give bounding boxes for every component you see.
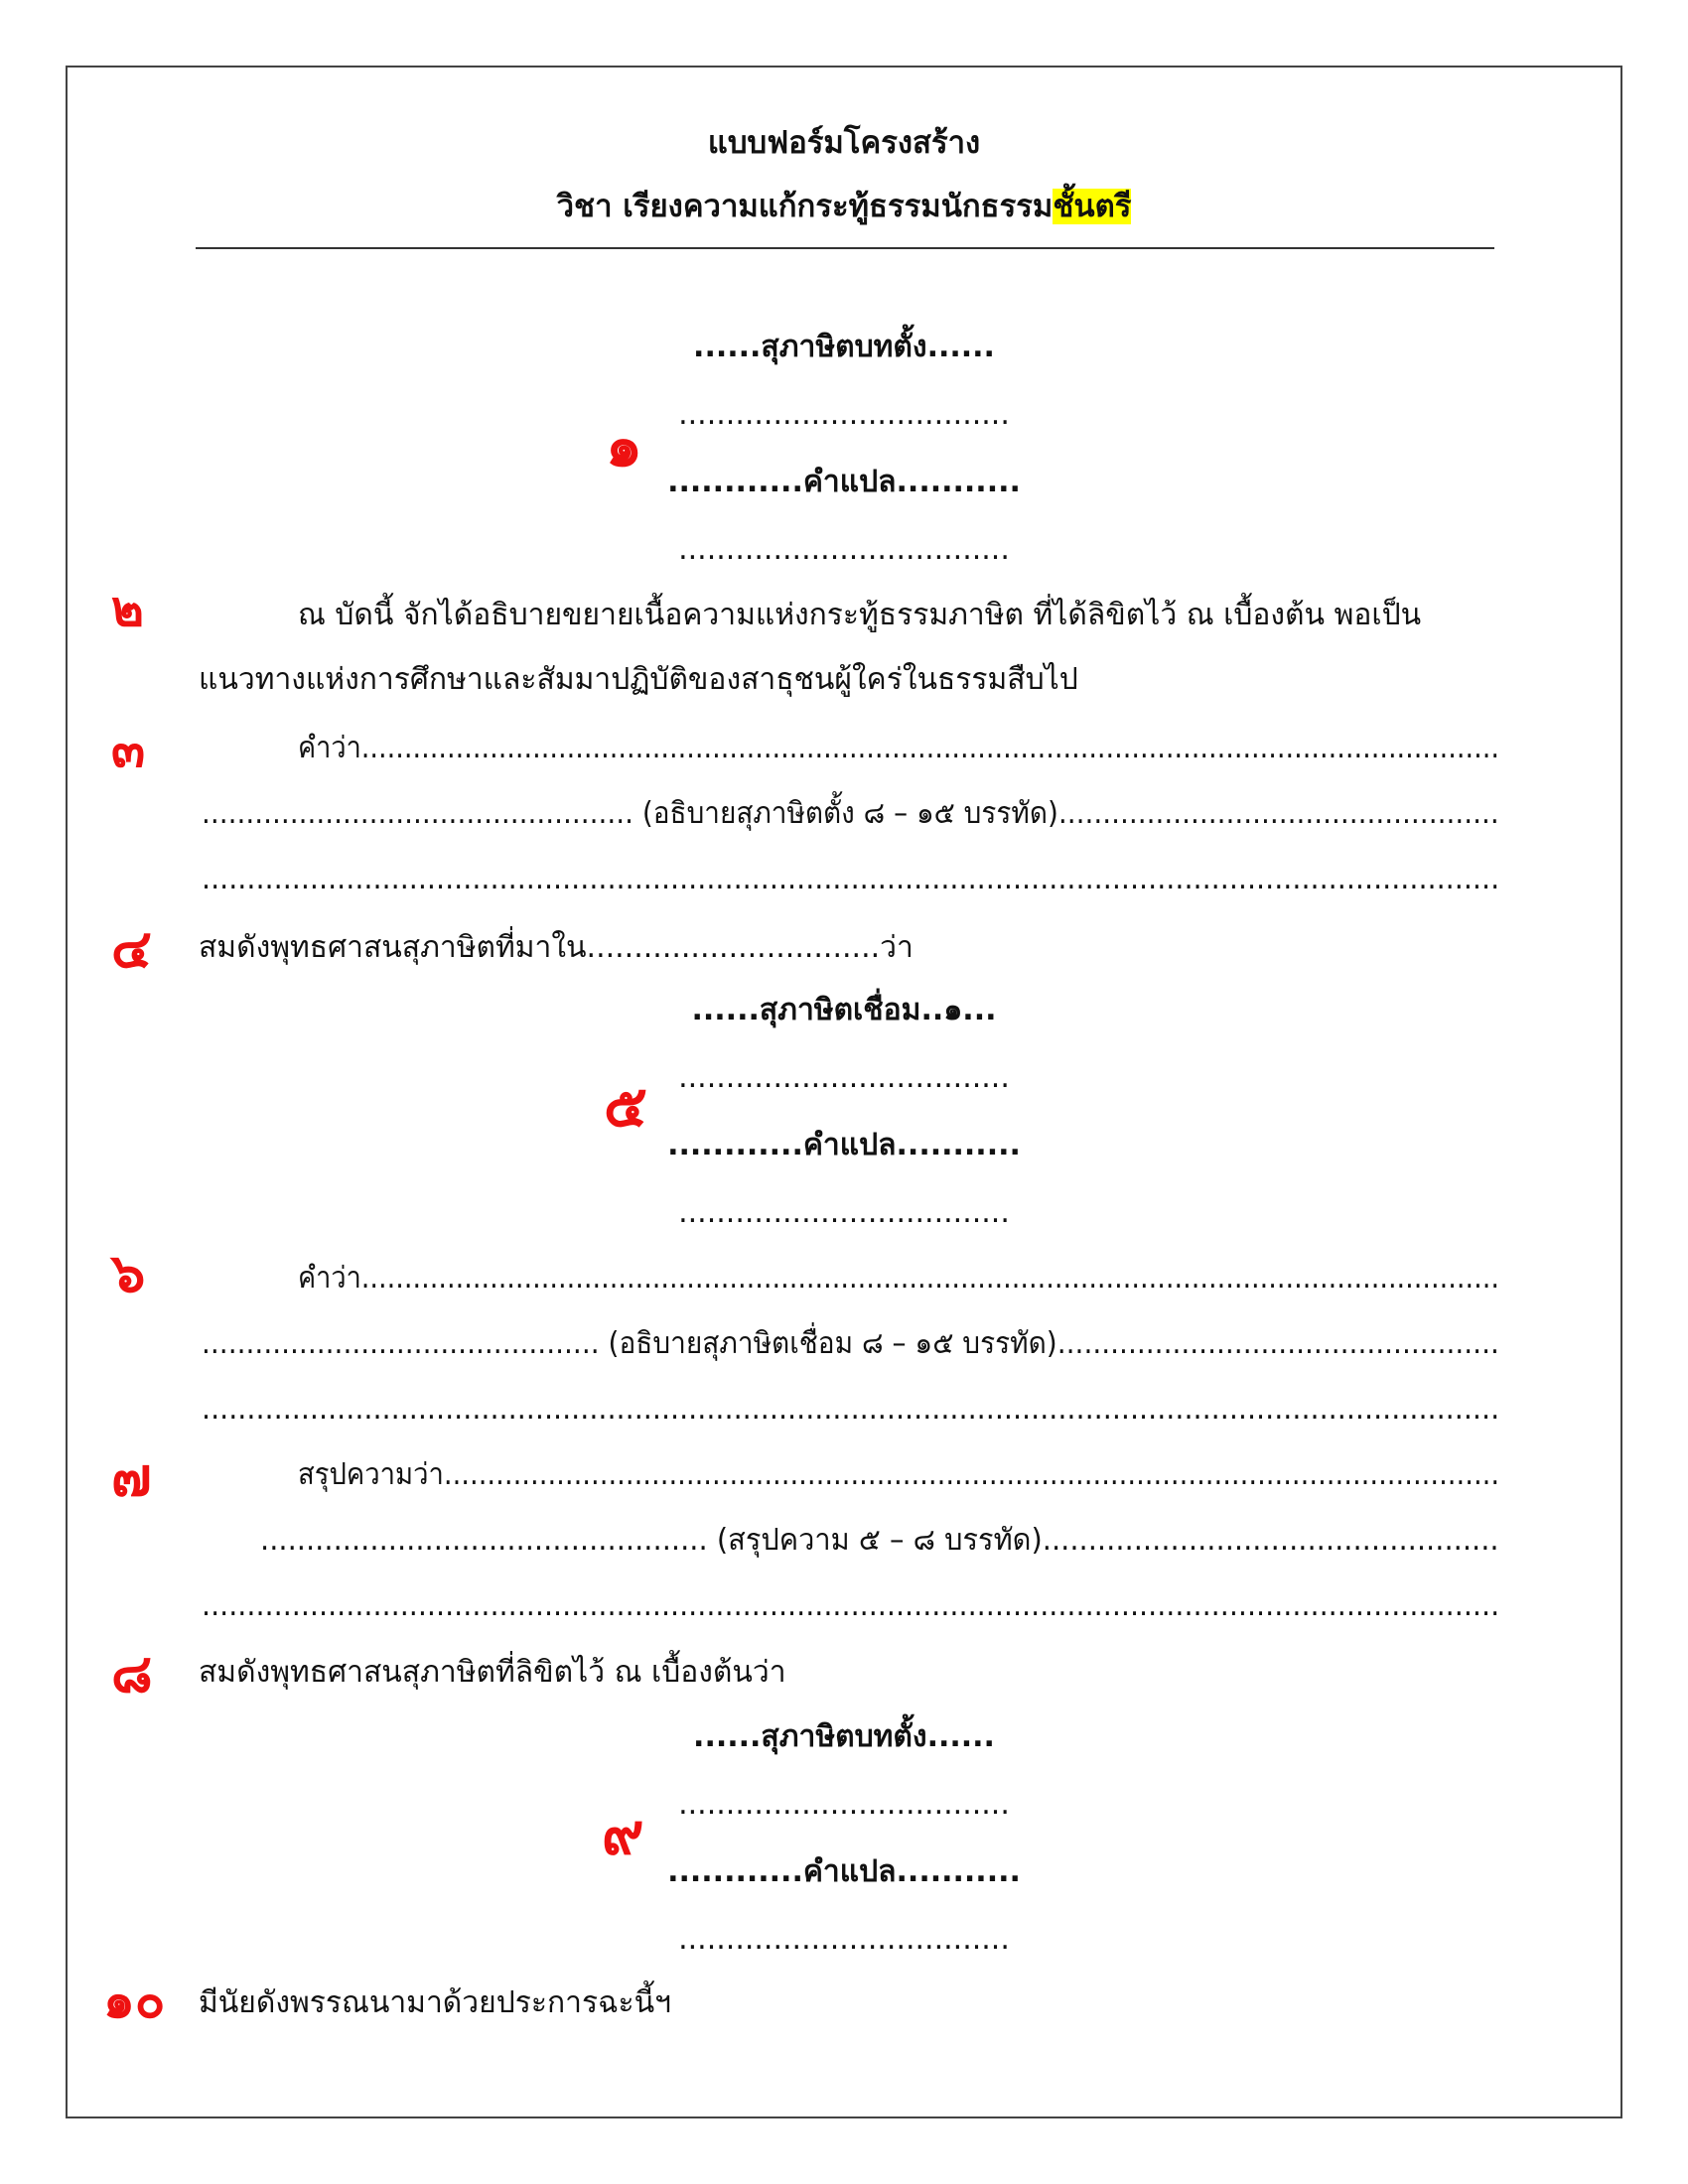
section3-line2: ................................................. (อธิบายสุภาษิตตั้ง ๘ – ๑๕ บรรทัด).................................................. (202, 796, 1499, 831)
marker-10: ๑๐ (103, 1971, 166, 2029)
marker-4: ๔ (111, 916, 152, 980)
section9-translation-title: ............คำแปล........... (667, 1854, 1021, 1889)
section3-line1: คำว่า..................................................................................................................................... (298, 731, 1499, 765)
section1-motto-title: ......สุภาษิตบทตั้ง...... (693, 330, 995, 364)
section2-line1: ณ บัดนี้ จักได้อธิบายขยายเนื้อความแห่งกระทู้ธรรมภาษิต ที่ได้ลิขิตไว้ ณ เบื้องต้น พอเป็น (298, 598, 1422, 632)
section2-line2: แนวทางแห่งการศึกษาและสัมมาปฏิบัติของสาธุชนผู้ใคร่ในธรรมสืบไป (199, 662, 1078, 697)
section9-translation-blank: ................................... (678, 1922, 1010, 1957)
section5-link-motto-blank: ................................... (678, 1060, 1010, 1095)
marker-6: ๖ (111, 1241, 146, 1304)
marker-7: ๗ (111, 1444, 152, 1508)
section4-line1: สมดังพุทธศาสนสุภาษิตที่มาใน...............................ว่า (199, 930, 914, 965)
section6-line2: ............................................. (อธิบายสุภาษิตเชื่อม ๘ – ๑๕ บรรทัด).................................................. (202, 1326, 1499, 1361)
section10-line1: มีนัยดังพรรณนามาด้วยประการฉะนี้ฯ (199, 1985, 672, 2020)
marker-5: ๕ (604, 1072, 647, 1140)
marker-9: ๙ (602, 1800, 644, 1867)
section7-line2: ................................................. (สรุปความ ๕ – ๘ บรรทัด).................................................. (260, 1523, 1499, 1558)
section9-motto-blank: ................................... (678, 1787, 1010, 1822)
section7-line3: ................................................................................................................................................ (202, 1588, 1500, 1623)
marker-8: ๘ (111, 1641, 153, 1705)
form-subtitle (0, 187, 1688, 226)
section7-line1: สรุปความว่า.......................................................................................................................... (298, 1457, 1500, 1492)
section6-line1: คำว่า..................................................................................................................................... (298, 1261, 1499, 1296)
section8-line1: สมดังพุทธศาสนสุภาษิตที่ลิขิตไว้ ณ เบื้องต้นว่า (199, 1655, 786, 1690)
section5-translation-title: ............คำแปล........... (667, 1128, 1021, 1162)
header-rule (196, 247, 1494, 249)
section1-motto-blank: ................................... (678, 397, 1010, 432)
subject-name: วิชา เรียงความแก้กระทู้ธรรมนักธรรม (556, 189, 1054, 224)
section6-line3: ................................................................................................................................................ (202, 1392, 1500, 1427)
marker-3: ๓ (111, 720, 146, 778)
level-highlight: ชั้นตรี (1053, 189, 1132, 224)
form-title: แบบฟอร์มโครงสร้าง (707, 125, 981, 161)
section1-translation-title: ............คำแปล........... (667, 465, 1021, 499)
section3-line3: ................................................................................................................................................ (202, 862, 1500, 896)
section1-translation-blank: ................................... (678, 532, 1010, 567)
section5-translation-blank: ................................... (678, 1195, 1010, 1230)
marker-1: ๑ (606, 412, 642, 479)
section9-motto-title: ......สุภาษิตบทตั้ง...... (693, 1719, 995, 1754)
marker-2: ๒ (111, 579, 144, 637)
section5-link-motto-title: ......สุภาษิตเชื่อม..๑... (691, 993, 997, 1027)
